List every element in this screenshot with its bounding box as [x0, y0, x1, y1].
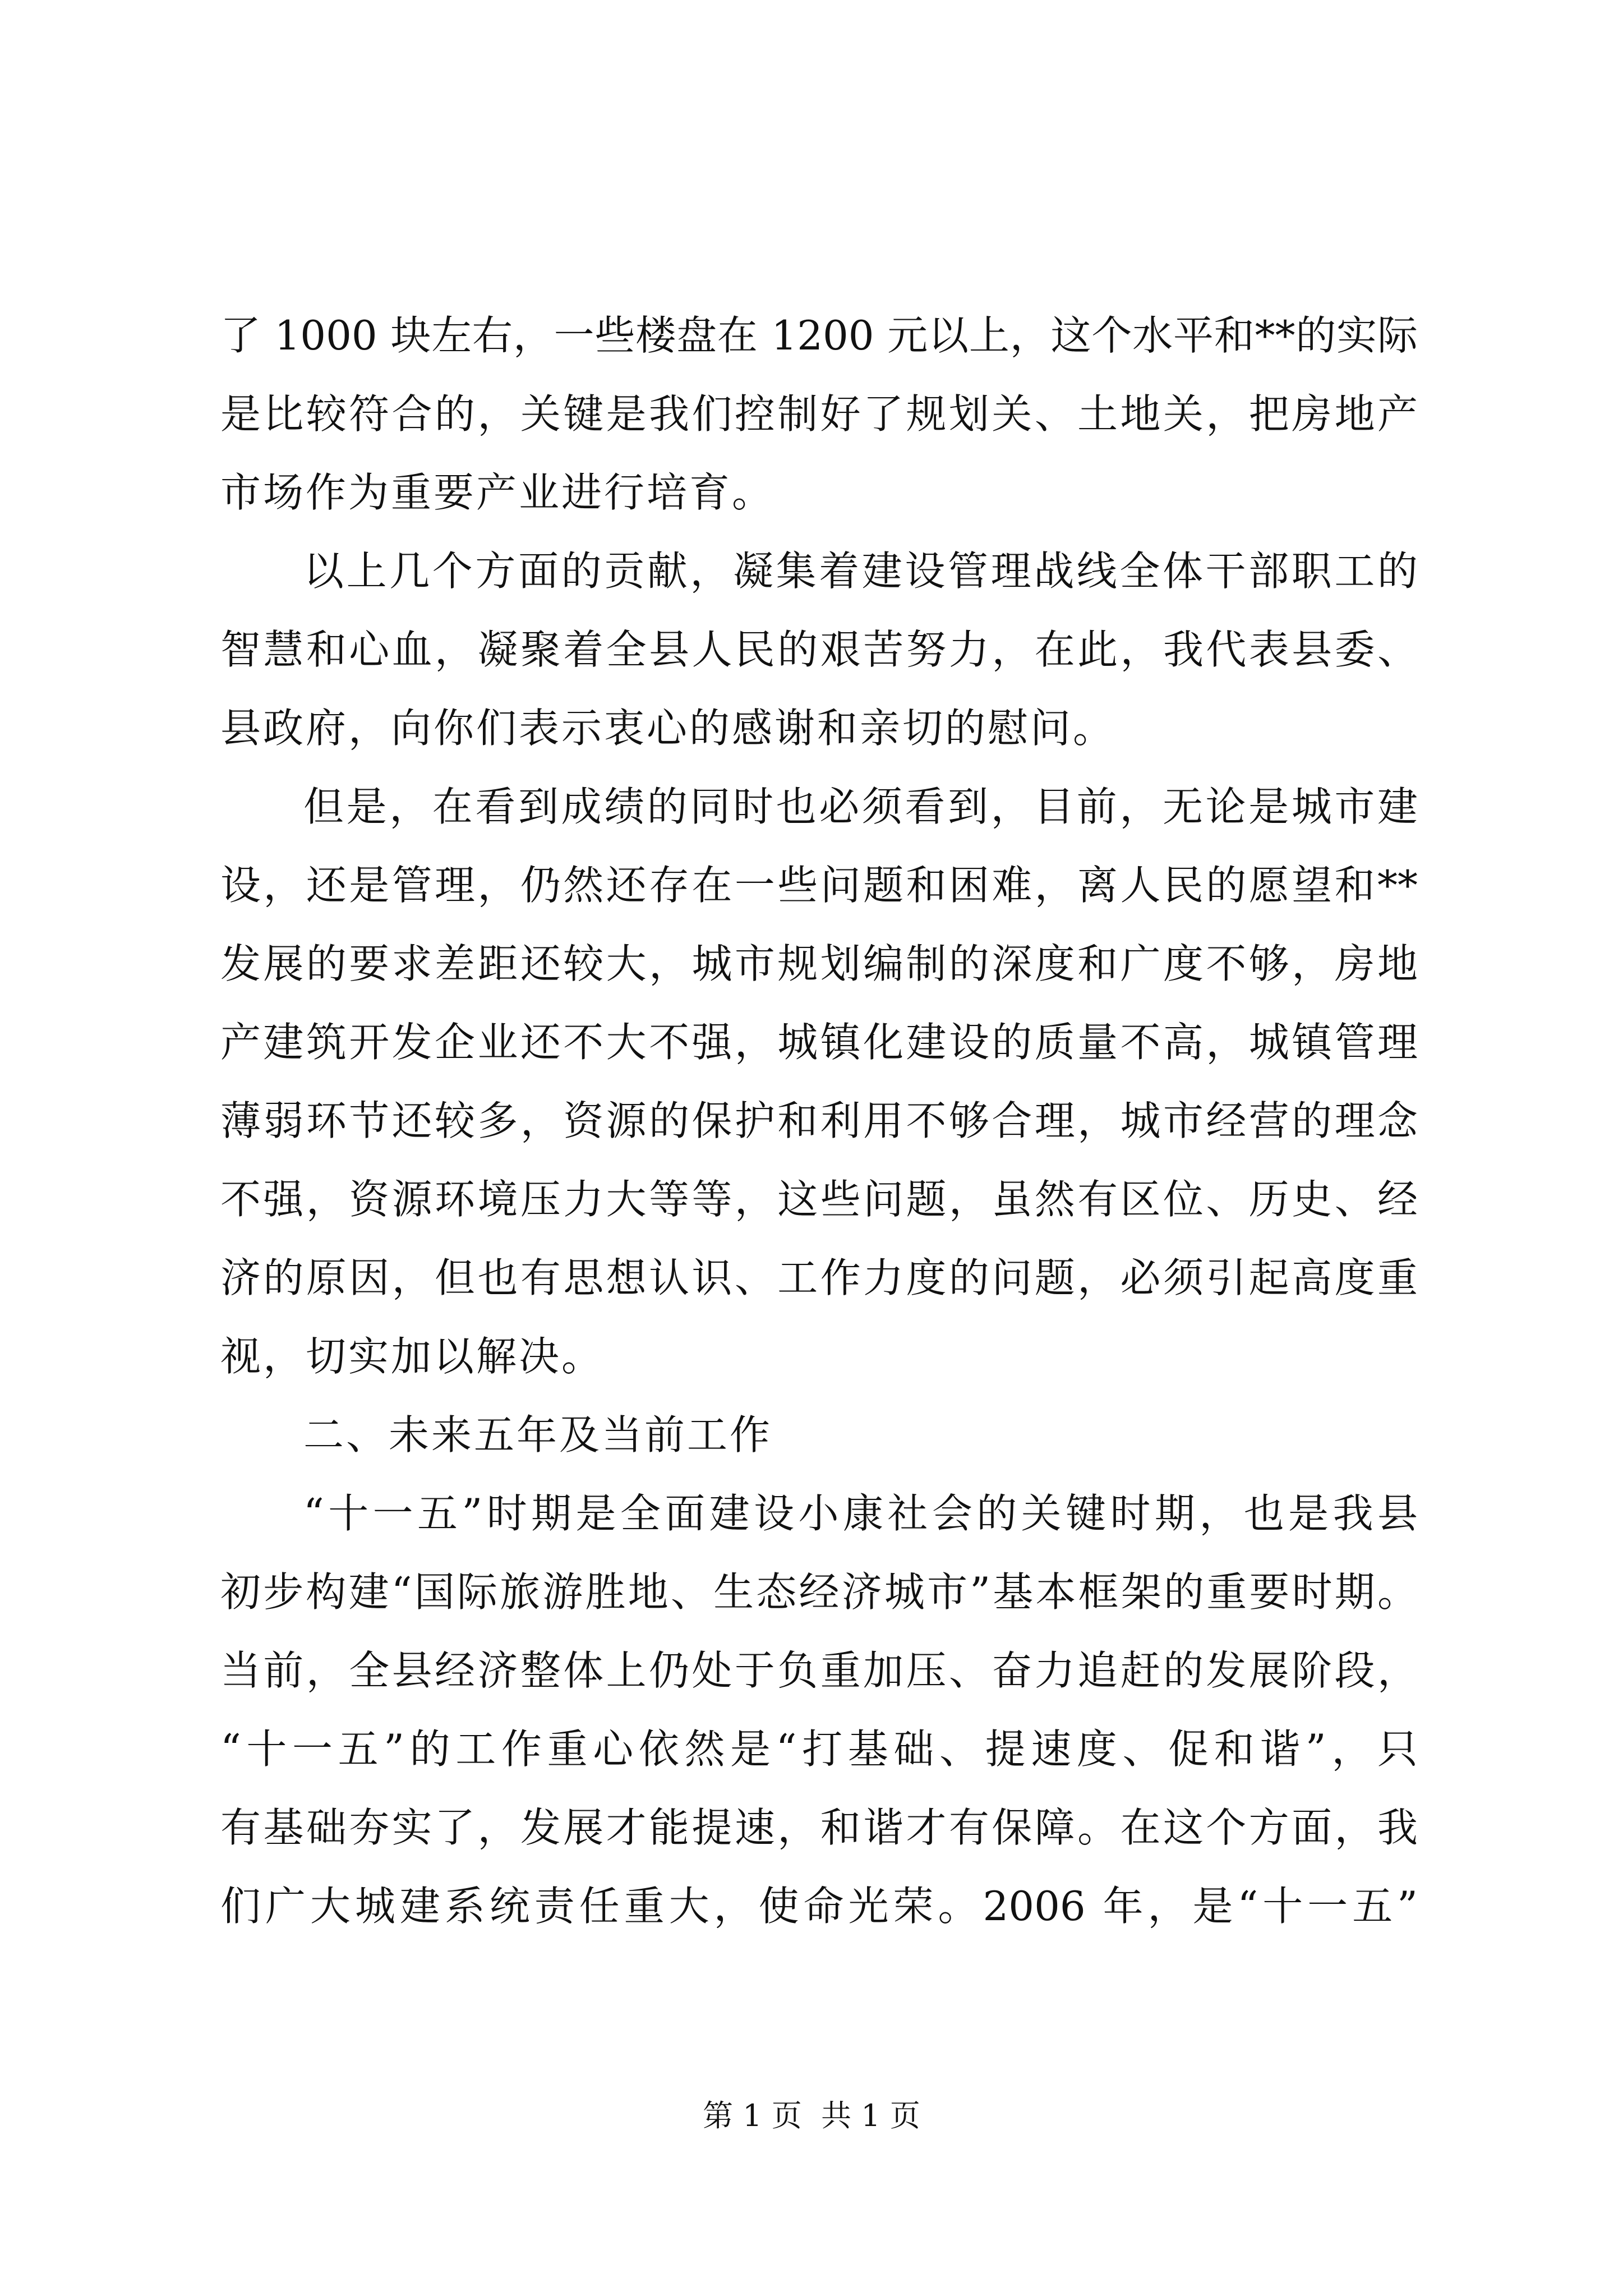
- text-line: 视，切实加以解决。: [220, 1333, 605, 1380]
- text-line: 薄弱环节还较多，资源的保护和利用不够合理，城市经营的理念: [220, 1097, 1418, 1144]
- paragraph-first-line: “十一五”时期是全面建设小康社会的关键时期，也是我县: [303, 1490, 1418, 1537]
- paragraph-first-line: 以上几个方面的贡献，凝集着建设管理战线全体干部职工的: [303, 547, 1418, 595]
- text-line: 不强，资源环境压力大等等，这些问题，虽然有区位、历史、经: [220, 1176, 1418, 1223]
- text-line: 县政府，向你们表示衷心的感谢和亲切的慰问。: [220, 705, 1116, 752]
- section-heading: 二、未来五年及当前工作: [303, 1411, 773, 1458]
- text-line: 产建筑开发企业还不大不强，城镇化建设的质量不高，城镇管理: [220, 1019, 1418, 1066]
- paragraph-first-line: 但是，在看到成绩的同时也必须看到，目前，无论是城市建: [303, 783, 1418, 830]
- page-number-label: 第 1 页 共 1 页: [703, 2098, 920, 2133]
- text-line: 当前，全县经济整体上仍处于负重加压、奋力追赶的发展阶段，: [220, 1647, 1418, 1694]
- text-line: 有基础夯实了，发展才能提速，和谐才有保障。在这个方面，我: [220, 1804, 1418, 1851]
- text-line: 发展的要求差距还较大，城市规划编制的深度和广度不够，房地: [220, 940, 1418, 987]
- text-line: 设，还是管理，仍然还存在一些问题和困难，离人民的愿望和**: [220, 862, 1418, 909]
- page-footer: [0, 2093, 1623, 2138]
- text-line: 了 1000 块左右，一些楼盘在 1200 元以上，这个水平和**的实际: [220, 312, 1418, 359]
- text-line: 市场作为重要产业进行培育。: [220, 469, 775, 516]
- text-line: 初步构建“国际旅游胜地、生态经济城市”基本框架的重要时期。: [220, 1568, 1418, 1616]
- text-line: 是比较符合的，关键是我们控制好了规划关、土地关，把房地产: [220, 390, 1418, 438]
- text-line: 智慧和心血，凝聚着全县人民的艰苦努力，在此，我代表县委、: [220, 626, 1418, 673]
- text-line: 济的原因，但也有思想认识、工作力度的问题，必须引起高度重: [220, 1254, 1418, 1301]
- text-line: “十一五”的工作重心依然是“打基础、提速度、促和谐”，只: [220, 1726, 1418, 1773]
- text-line: 们广大城建系统责任重大，使命光荣。2006 年，是“十一五”: [220, 1883, 1418, 1930]
